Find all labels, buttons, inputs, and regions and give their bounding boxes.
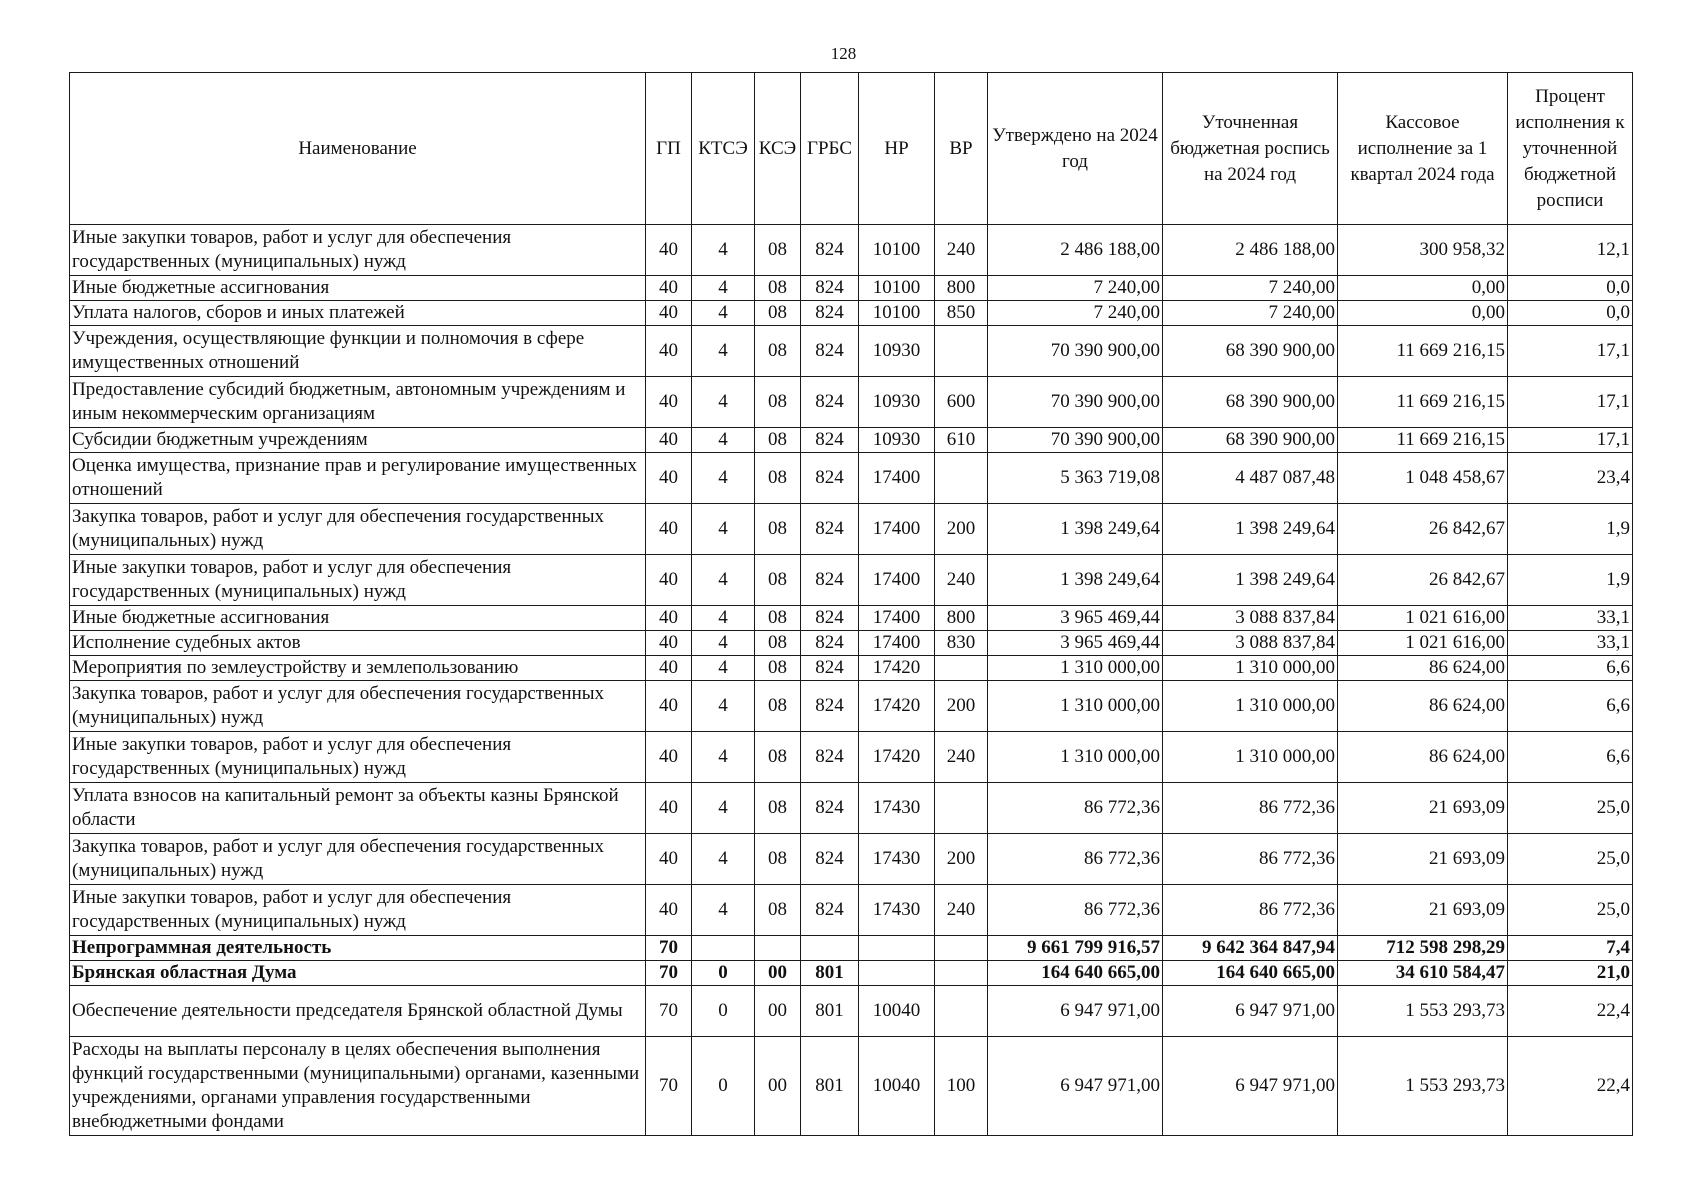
row-ktse — [692, 936, 755, 961]
row-vr: 200 — [935, 504, 988, 555]
table-row — [70, 885, 1633, 936]
row-ktse: 0 — [692, 986, 755, 1037]
column-header-nr: НР — [859, 73, 935, 225]
row-nr: 17400 — [859, 555, 935, 606]
row-kse: 08 — [755, 453, 801, 504]
row-nr: 10100 — [859, 225, 935, 276]
row-name: Расходы на выплаты персоналу в целях обеспечения выполнения функций государственными (муниципальными) органами, казенными учреждениями, органами управления государственными внебюджетными фондами — [70, 1037, 646, 1136]
row-nr: 10930 — [859, 428, 935, 453]
row-name: Субсидии бюджетным учреждениям — [70, 428, 646, 453]
row-name: Исполнение судебных актов — [70, 631, 646, 656]
row-ktse: 4 — [692, 834, 755, 885]
row-ktse: 4 — [692, 225, 755, 276]
row-nr: 10100 — [859, 301, 935, 326]
row-approved: 1 310 000,00 — [988, 732, 1163, 783]
row-refined: 1 398 249,64 — [1163, 504, 1338, 555]
row-refined: 86 772,36 — [1163, 783, 1338, 834]
row-refined: 3 088 837,84 — [1163, 631, 1338, 656]
table-row — [70, 276, 1633, 301]
row-name: Предоставление субсидий бюджетным, автономным учреждениям и иным некоммерческим организациям — [70, 377, 646, 428]
row-executed: 1 021 616,00 — [1338, 606, 1508, 631]
row-ktse: 4 — [692, 631, 755, 656]
row-grbs: 824 — [801, 681, 859, 732]
row-ktse: 4 — [692, 656, 755, 681]
row-grbs: 824 — [801, 326, 859, 377]
row-gp: 70 — [646, 986, 692, 1037]
row-refined: 7 240,00 — [1163, 301, 1338, 326]
row-executed: 300 958,32 — [1338, 225, 1508, 276]
row-ktse: 4 — [692, 732, 755, 783]
row-refined: 1 310 000,00 — [1163, 681, 1338, 732]
row-grbs: 824 — [801, 606, 859, 631]
row-refined: 68 390 900,00 — [1163, 428, 1338, 453]
row-gp: 40 — [646, 504, 692, 555]
row-ktse: 4 — [692, 428, 755, 453]
column-header-grbs: ГРБС — [801, 73, 859, 225]
row-name: Закупка товаров, работ и услуг для обеспечения государственных (муниципальных) нужд — [70, 504, 646, 555]
row-nr: 10930 — [859, 377, 935, 428]
row-grbs: 824 — [801, 885, 859, 936]
row-approved: 3 965 469,44 — [988, 606, 1163, 631]
row-refined: 1 310 000,00 — [1163, 656, 1338, 681]
row-nr: 10040 — [859, 1037, 935, 1136]
row-vr: 200 — [935, 834, 988, 885]
row-percent: 17,1 — [1508, 428, 1633, 453]
row-executed: 11 669 216,15 — [1338, 377, 1508, 428]
row-name: Учреждения, осуществляющие функции и полномочия в сфере имущественных отношений — [70, 326, 646, 377]
row-ktse: 4 — [692, 453, 755, 504]
row-refined: 86 772,36 — [1163, 834, 1338, 885]
row-name: Уплата налогов, сборов и иных платежей — [70, 301, 646, 326]
row-grbs: 824 — [801, 732, 859, 783]
row-executed: 21 693,09 — [1338, 885, 1508, 936]
row-nr: 17400 — [859, 453, 935, 504]
row-name: Иные закупки товаров, работ и услуг для обеспечения государственных (муниципальных) нужд — [70, 885, 646, 936]
row-percent: 17,1 — [1508, 326, 1633, 377]
table-row — [70, 555, 1633, 606]
row-gp: 40 — [646, 276, 692, 301]
row-grbs: 824 — [801, 428, 859, 453]
row-ktse: 4 — [692, 681, 755, 732]
row-percent: 6,6 — [1508, 732, 1633, 783]
column-header-gp: ГП — [646, 73, 692, 225]
row-nr: 17430 — [859, 783, 935, 834]
row-vr: 240 — [935, 885, 988, 936]
row-nr: 17430 — [859, 885, 935, 936]
row-grbs: 801 — [801, 986, 859, 1037]
row-name: Обеспечение деятельности председателя Брянской областной Думы — [70, 986, 646, 1037]
row-vr — [935, 783, 988, 834]
row-kse: 08 — [755, 783, 801, 834]
row-kse: 08 — [755, 631, 801, 656]
row-kse: 00 — [755, 986, 801, 1037]
row-name: Брянская областная Дума — [70, 961, 646, 986]
row-ktse: 4 — [692, 326, 755, 377]
row-nr — [859, 936, 935, 961]
row-refined: 9 642 364 847,94 — [1163, 936, 1338, 961]
row-nr: 10100 — [859, 276, 935, 301]
row-approved: 164 640 665,00 — [988, 961, 1163, 986]
row-grbs: 824 — [801, 783, 859, 834]
row-approved: 3 965 469,44 — [988, 631, 1163, 656]
budget-table — [69, 72, 1633, 1136]
row-percent: 22,4 — [1508, 1037, 1633, 1136]
row-approved: 70 390 900,00 — [988, 377, 1163, 428]
row-refined: 3 088 837,84 — [1163, 606, 1338, 631]
row-approved: 7 240,00 — [988, 276, 1163, 301]
row-approved: 6 947 971,00 — [988, 986, 1163, 1037]
row-gp: 40 — [646, 732, 692, 783]
row-ktse: 0 — [692, 961, 755, 986]
row-ktse: 4 — [692, 555, 755, 606]
row-name: Иные закупки товаров, работ и услуг для обеспечения государственных (муниципальных) нужд — [70, 225, 646, 276]
row-kse — [755, 936, 801, 961]
row-grbs: 824 — [801, 504, 859, 555]
column-header-executed: Кассовое исполнение за 1 квартал 2024 года — [1338, 73, 1508, 225]
row-kse: 08 — [755, 276, 801, 301]
row-refined: 6 947 971,00 — [1163, 1037, 1338, 1136]
row-executed: 0,00 — [1338, 301, 1508, 326]
row-kse: 08 — [755, 555, 801, 606]
row-nr: 17430 — [859, 834, 935, 885]
row-percent: 25,0 — [1508, 885, 1633, 936]
table-row — [70, 326, 1633, 377]
row-vr — [935, 326, 988, 377]
row-kse: 08 — [755, 504, 801, 555]
row-approved: 86 772,36 — [988, 885, 1163, 936]
row-grbs: 801 — [801, 961, 859, 986]
column-header-percent: Процент исполнения к уточненной бюджетной росписи — [1508, 73, 1633, 225]
page-number: 128 — [830, 44, 857, 63]
row-gp: 70 — [646, 1037, 692, 1136]
row-ktse: 4 — [692, 377, 755, 428]
row-gp: 40 — [646, 453, 692, 504]
table-row — [70, 986, 1633, 1037]
row-gp: 40 — [646, 377, 692, 428]
row-nr: 17400 — [859, 606, 935, 631]
column-header-kse: КСЭ — [755, 73, 801, 225]
row-grbs: 801 — [801, 1037, 859, 1136]
row-nr: 17420 — [859, 732, 935, 783]
row-ktse: 0 — [692, 1037, 755, 1136]
row-kse: 08 — [755, 606, 801, 631]
row-executed: 86 624,00 — [1338, 681, 1508, 732]
row-gp: 70 — [646, 936, 692, 961]
row-kse: 08 — [755, 656, 801, 681]
row-executed: 0,00 — [1338, 276, 1508, 301]
row-vr: 830 — [935, 631, 988, 656]
row-vr: 240 — [935, 555, 988, 606]
row-vr: 610 — [935, 428, 988, 453]
row-executed: 86 624,00 — [1338, 732, 1508, 783]
row-executed: 1 021 616,00 — [1338, 631, 1508, 656]
row-percent: 12,1 — [1508, 225, 1633, 276]
row-percent: 33,1 — [1508, 606, 1633, 631]
row-executed: 11 669 216,15 — [1338, 326, 1508, 377]
row-executed: 11 669 216,15 — [1338, 428, 1508, 453]
row-vr — [935, 656, 988, 681]
row-approved: 70 390 900,00 — [988, 326, 1163, 377]
column-header-approved: Утверждено на 2024 год — [988, 73, 1163, 225]
row-executed: 1 553 293,73 — [1338, 1037, 1508, 1136]
row-kse: 08 — [755, 681, 801, 732]
row-percent: 7,4 — [1508, 936, 1633, 961]
row-approved: 1 310 000,00 — [988, 656, 1163, 681]
row-name: Закупка товаров, работ и услуг для обеспечения государственных (муниципальных) нужд — [70, 681, 646, 732]
table-row — [70, 732, 1633, 783]
row-percent: 25,0 — [1508, 834, 1633, 885]
row-percent: 1,9 — [1508, 504, 1633, 555]
table-row — [70, 834, 1633, 885]
row-percent: 0,0 — [1508, 276, 1633, 301]
row-executed: 86 624,00 — [1338, 656, 1508, 681]
row-gp: 70 — [646, 961, 692, 986]
table-body — [70, 225, 1633, 1136]
row-kse: 08 — [755, 301, 801, 326]
row-grbs: 824 — [801, 656, 859, 681]
row-executed: 21 693,09 — [1338, 834, 1508, 885]
row-nr: 17420 — [859, 656, 935, 681]
row-name: Непрограммная деятельность — [70, 936, 646, 961]
row-nr: 10930 — [859, 326, 935, 377]
row-approved: 70 390 900,00 — [988, 428, 1163, 453]
row-gp: 40 — [646, 834, 692, 885]
row-ktse: 4 — [692, 301, 755, 326]
row-executed: 21 693,09 — [1338, 783, 1508, 834]
column-header-refined: Уточненная бюджетная роспись на 2024 год — [1163, 73, 1338, 225]
row-kse: 08 — [755, 885, 801, 936]
row-name: Иные закупки товаров, работ и услуг для обеспечения государственных (муниципальных) нужд — [70, 555, 646, 606]
column-header-vr: ВР — [935, 73, 988, 225]
table-row — [70, 377, 1633, 428]
row-name: Закупка товаров, работ и услуг для обеспечения государственных (муниципальных) нужд — [70, 834, 646, 885]
row-nr: 10040 — [859, 986, 935, 1037]
row-gp: 40 — [646, 783, 692, 834]
row-approved: 9 661 799 916,57 — [988, 936, 1163, 961]
row-refined: 86 772,36 — [1163, 885, 1338, 936]
row-vr: 850 — [935, 301, 988, 326]
row-kse: 08 — [755, 225, 801, 276]
row-executed: 1 553 293,73 — [1338, 986, 1508, 1037]
row-percent: 17,1 — [1508, 377, 1633, 428]
table-row — [70, 504, 1633, 555]
row-ktse: 4 — [692, 783, 755, 834]
row-grbs: 824 — [801, 453, 859, 504]
row-refined: 4 487 087,48 — [1163, 453, 1338, 504]
row-kse: 08 — [755, 834, 801, 885]
row-kse: 00 — [755, 961, 801, 986]
row-gp: 40 — [646, 225, 692, 276]
row-executed: 26 842,67 — [1338, 555, 1508, 606]
column-header-ktse: КТСЭ — [692, 73, 755, 225]
row-gp: 40 — [646, 326, 692, 377]
table-row — [70, 631, 1633, 656]
row-grbs: 824 — [801, 377, 859, 428]
row-refined: 1 398 249,64 — [1163, 555, 1338, 606]
row-percent: 6,6 — [1508, 681, 1633, 732]
table-row — [70, 681, 1633, 732]
row-approved: 5 363 719,08 — [988, 453, 1163, 504]
row-vr — [935, 936, 988, 961]
row-executed: 34 610 584,47 — [1338, 961, 1508, 986]
table-row — [70, 453, 1633, 504]
row-grbs: 824 — [801, 834, 859, 885]
table-row — [70, 936, 1633, 961]
table-row — [70, 656, 1633, 681]
row-name: Иные закупки товаров, работ и услуг для обеспечения государственных (муниципальных) нужд — [70, 732, 646, 783]
header-row — [70, 73, 1633, 225]
row-kse: 08 — [755, 377, 801, 428]
table-row — [70, 225, 1633, 276]
row-percent: 33,1 — [1508, 631, 1633, 656]
row-approved: 86 772,36 — [988, 834, 1163, 885]
row-grbs: 824 — [801, 555, 859, 606]
row-vr: 240 — [935, 225, 988, 276]
row-grbs: 824 — [801, 301, 859, 326]
row-gp: 40 — [646, 631, 692, 656]
row-grbs — [801, 936, 859, 961]
row-grbs: 824 — [801, 631, 859, 656]
row-kse: 08 — [755, 326, 801, 377]
row-percent: 23,4 — [1508, 453, 1633, 504]
row-refined: 164 640 665,00 — [1163, 961, 1338, 986]
row-vr — [935, 961, 988, 986]
row-gp: 40 — [646, 301, 692, 326]
row-refined: 7 240,00 — [1163, 276, 1338, 301]
row-gp: 40 — [646, 885, 692, 936]
row-refined: 2 486 188,00 — [1163, 225, 1338, 276]
row-refined: 68 390 900,00 — [1163, 326, 1338, 377]
row-percent: 6,6 — [1508, 656, 1633, 681]
table-row — [70, 606, 1633, 631]
row-name: Иные бюджетные ассигнования — [70, 276, 646, 301]
table-row — [70, 783, 1633, 834]
row-approved: 86 772,36 — [988, 783, 1163, 834]
table-row — [70, 428, 1633, 453]
row-ktse: 4 — [692, 276, 755, 301]
row-gp: 40 — [646, 428, 692, 453]
row-kse: 00 — [755, 1037, 801, 1136]
row-vr: 800 — [935, 606, 988, 631]
row-vr: 240 — [935, 732, 988, 783]
row-executed: 1 048 458,67 — [1338, 453, 1508, 504]
row-nr: 17420 — [859, 681, 935, 732]
row-nr: 17400 — [859, 504, 935, 555]
row-percent: 21,0 — [1508, 961, 1633, 986]
table-row — [70, 961, 1633, 986]
row-percent: 22,4 — [1508, 986, 1633, 1037]
row-percent: 25,0 — [1508, 783, 1633, 834]
row-kse: 08 — [755, 428, 801, 453]
row-percent: 1,9 — [1508, 555, 1633, 606]
row-percent: 0,0 — [1508, 301, 1633, 326]
row-approved: 7 240,00 — [988, 301, 1163, 326]
row-gp: 40 — [646, 555, 692, 606]
row-approved: 2 486 188,00 — [988, 225, 1163, 276]
column-header-name: Наименование — [70, 73, 646, 225]
row-gp: 40 — [646, 681, 692, 732]
row-refined: 1 310 000,00 — [1163, 732, 1338, 783]
row-name: Уплата взносов на капитальный ремонт за объекты казны Брянской области — [70, 783, 646, 834]
row-name: Иные бюджетные ассигнования — [70, 606, 646, 631]
row-gp: 40 — [646, 606, 692, 631]
row-name: Оценка имущества, признание прав и регулирование имущественных отношений — [70, 453, 646, 504]
row-approved: 6 947 971,00 — [988, 1037, 1163, 1136]
row-approved: 1 398 249,64 — [988, 555, 1163, 606]
row-grbs: 824 — [801, 276, 859, 301]
row-vr: 200 — [935, 681, 988, 732]
table-row — [70, 301, 1633, 326]
row-name: Мероприятия по землеустройству и землепользованию — [70, 656, 646, 681]
row-ktse: 4 — [692, 606, 755, 631]
row-approved: 1 398 249,64 — [988, 504, 1163, 555]
row-approved: 1 310 000,00 — [988, 681, 1163, 732]
row-executed: 712 598 298,29 — [1338, 936, 1508, 961]
row-vr — [935, 453, 988, 504]
row-vr: 600 — [935, 377, 988, 428]
row-vr: 800 — [935, 276, 988, 301]
row-nr: 17400 — [859, 631, 935, 656]
row-grbs: 824 — [801, 225, 859, 276]
row-vr — [935, 986, 988, 1037]
row-refined: 68 390 900,00 — [1163, 377, 1338, 428]
table-row — [70, 1037, 1633, 1136]
row-ktse: 4 — [692, 504, 755, 555]
row-ktse: 4 — [692, 885, 755, 936]
row-kse: 08 — [755, 732, 801, 783]
row-gp: 40 — [646, 656, 692, 681]
row-refined: 6 947 971,00 — [1163, 986, 1338, 1037]
row-nr — [859, 961, 935, 986]
row-vr: 100 — [935, 1037, 988, 1136]
row-executed: 26 842,67 — [1338, 504, 1508, 555]
